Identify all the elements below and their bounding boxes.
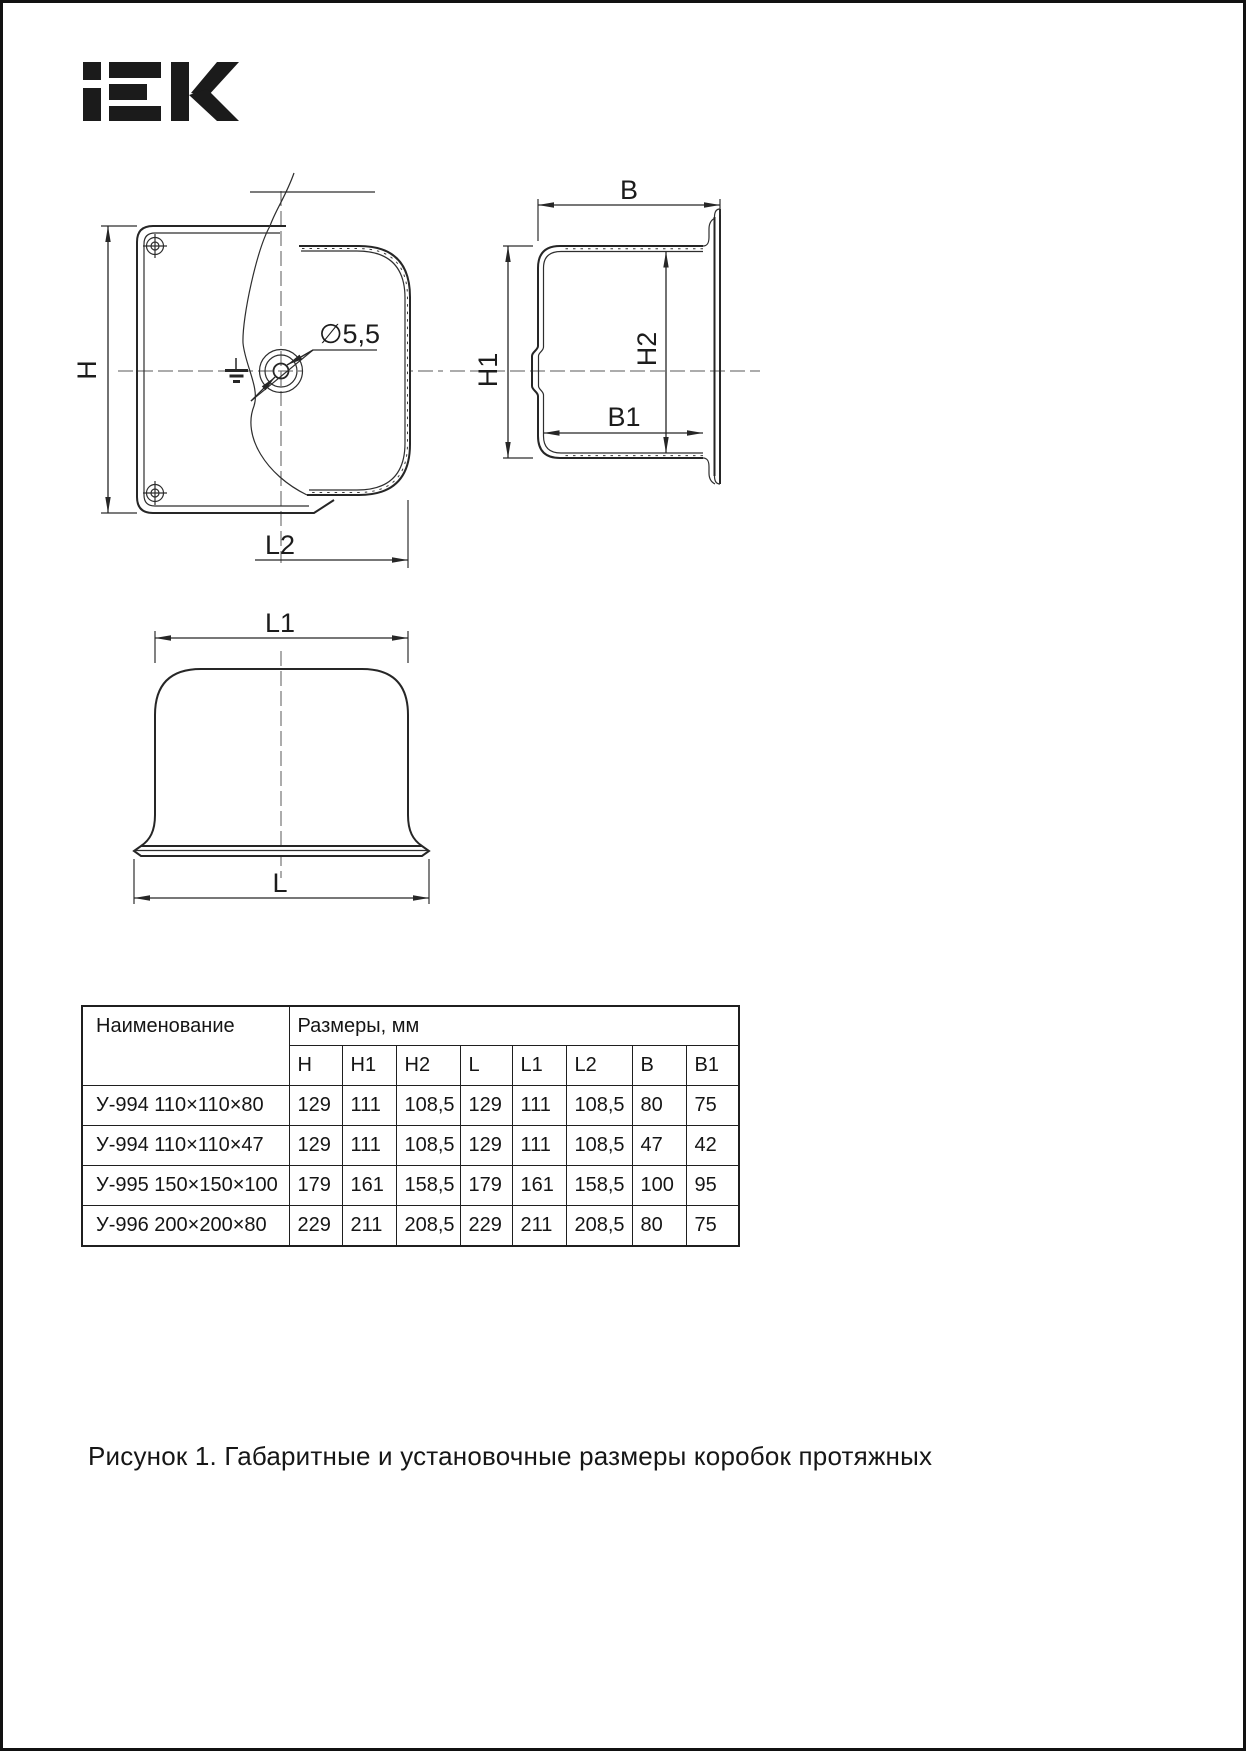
dim-label-l: L: [272, 868, 288, 898]
value-cell: 108,5: [396, 1126, 460, 1166]
dim-label-l2: L2: [264, 530, 296, 560]
figure-caption: Рисунок 1. Габаритные и установочные размеры коробок протяжных: [88, 1441, 933, 1471]
col-header-name: Наименование: [82, 1006, 289, 1086]
value-cell: 211: [512, 1206, 566, 1247]
dim-label-h: H: [72, 360, 102, 380]
value-cell: 108,5: [566, 1086, 632, 1126]
value-cell: 75: [686, 1086, 739, 1126]
dim-label-b1: B1: [607, 402, 641, 432]
value-cell: 111: [512, 1126, 566, 1166]
table-row: [82, 1086, 739, 1126]
ground-symbol: [225, 358, 248, 382]
dim-label-l1: L1: [264, 608, 296, 638]
col-header-h2: H2: [396, 1046, 460, 1086]
col-header-h: H: [289, 1046, 342, 1086]
col-header-h1: H1: [342, 1046, 396, 1086]
dim-h1: [473, 246, 533, 458]
table-header-row-1: [82, 1006, 739, 1046]
value-cell: 111: [342, 1126, 396, 1166]
lid-edge: [715, 209, 721, 484]
product-name: У-995 150×150×100: [82, 1166, 289, 1206]
value-cell: 80: [632, 1086, 686, 1126]
value-cell: 42: [686, 1126, 739, 1166]
value-cell: 158,5: [566, 1166, 632, 1206]
table-row: [82, 1126, 739, 1166]
value-cell: 229: [289, 1206, 342, 1247]
value-cell: 129: [460, 1086, 512, 1126]
value-cell: 129: [460, 1126, 512, 1166]
col-header-l2: L2: [566, 1046, 632, 1086]
dim-b: [538, 175, 720, 241]
technical-drawing: [3, 3, 1246, 953]
dim-label-h1: H1: [473, 352, 503, 388]
value-cell: 111: [512, 1086, 566, 1126]
value-cell: 158,5: [396, 1166, 460, 1206]
value-cell: 161: [512, 1166, 566, 1206]
dim-l2: [255, 500, 408, 568]
screw-bottom-left: [143, 481, 167, 505]
value-cell: 75: [686, 1206, 739, 1247]
product-name: У-996 200×200×80: [82, 1206, 289, 1247]
col-header-l1: L1: [512, 1046, 566, 1086]
value-cell: 129: [289, 1086, 342, 1126]
col-header-sizes: Размеры, мм: [289, 1006, 739, 1046]
table-row: [82, 1166, 739, 1206]
value-cell: 100: [632, 1166, 686, 1206]
dimensions-table: [81, 1005, 740, 1247]
value-cell: 208,5: [566, 1206, 632, 1247]
bottom-view: [134, 608, 429, 904]
value-cell: 179: [460, 1166, 512, 1206]
value-cell: 47: [632, 1126, 686, 1166]
value-cell: 229: [460, 1206, 512, 1247]
value-cell: 111: [342, 1086, 396, 1126]
col-header-b: B: [632, 1046, 686, 1086]
value-cell: 95: [686, 1166, 739, 1206]
col-header-b1: B1: [686, 1046, 739, 1086]
dim-h: [72, 226, 137, 513]
dim-label-h2: H2: [632, 331, 662, 367]
value-cell: 129: [289, 1126, 342, 1166]
value-cell: 108,5: [396, 1086, 460, 1126]
value-cell: 211: [342, 1206, 396, 1247]
side-view: [450, 175, 760, 484]
screw-top-left: [143, 234, 167, 258]
dim-label-b: B: [619, 175, 639, 205]
value-cell: 80: [632, 1206, 686, 1247]
value-cell: 208,5: [396, 1206, 460, 1247]
col-header-l: L: [460, 1046, 512, 1086]
value-cell: 108,5: [566, 1126, 632, 1166]
table-row: [82, 1206, 739, 1247]
value-cell: 179: [289, 1166, 342, 1206]
product-name: У-994 110×110×80: [82, 1086, 289, 1126]
hole-diameter-label: ∅5,5: [319, 319, 381, 349]
dim-b1: [544, 402, 704, 433]
front-view: [72, 173, 443, 568]
product-name: У-994 110×110×47: [82, 1126, 289, 1166]
value-cell: 161: [342, 1166, 396, 1206]
